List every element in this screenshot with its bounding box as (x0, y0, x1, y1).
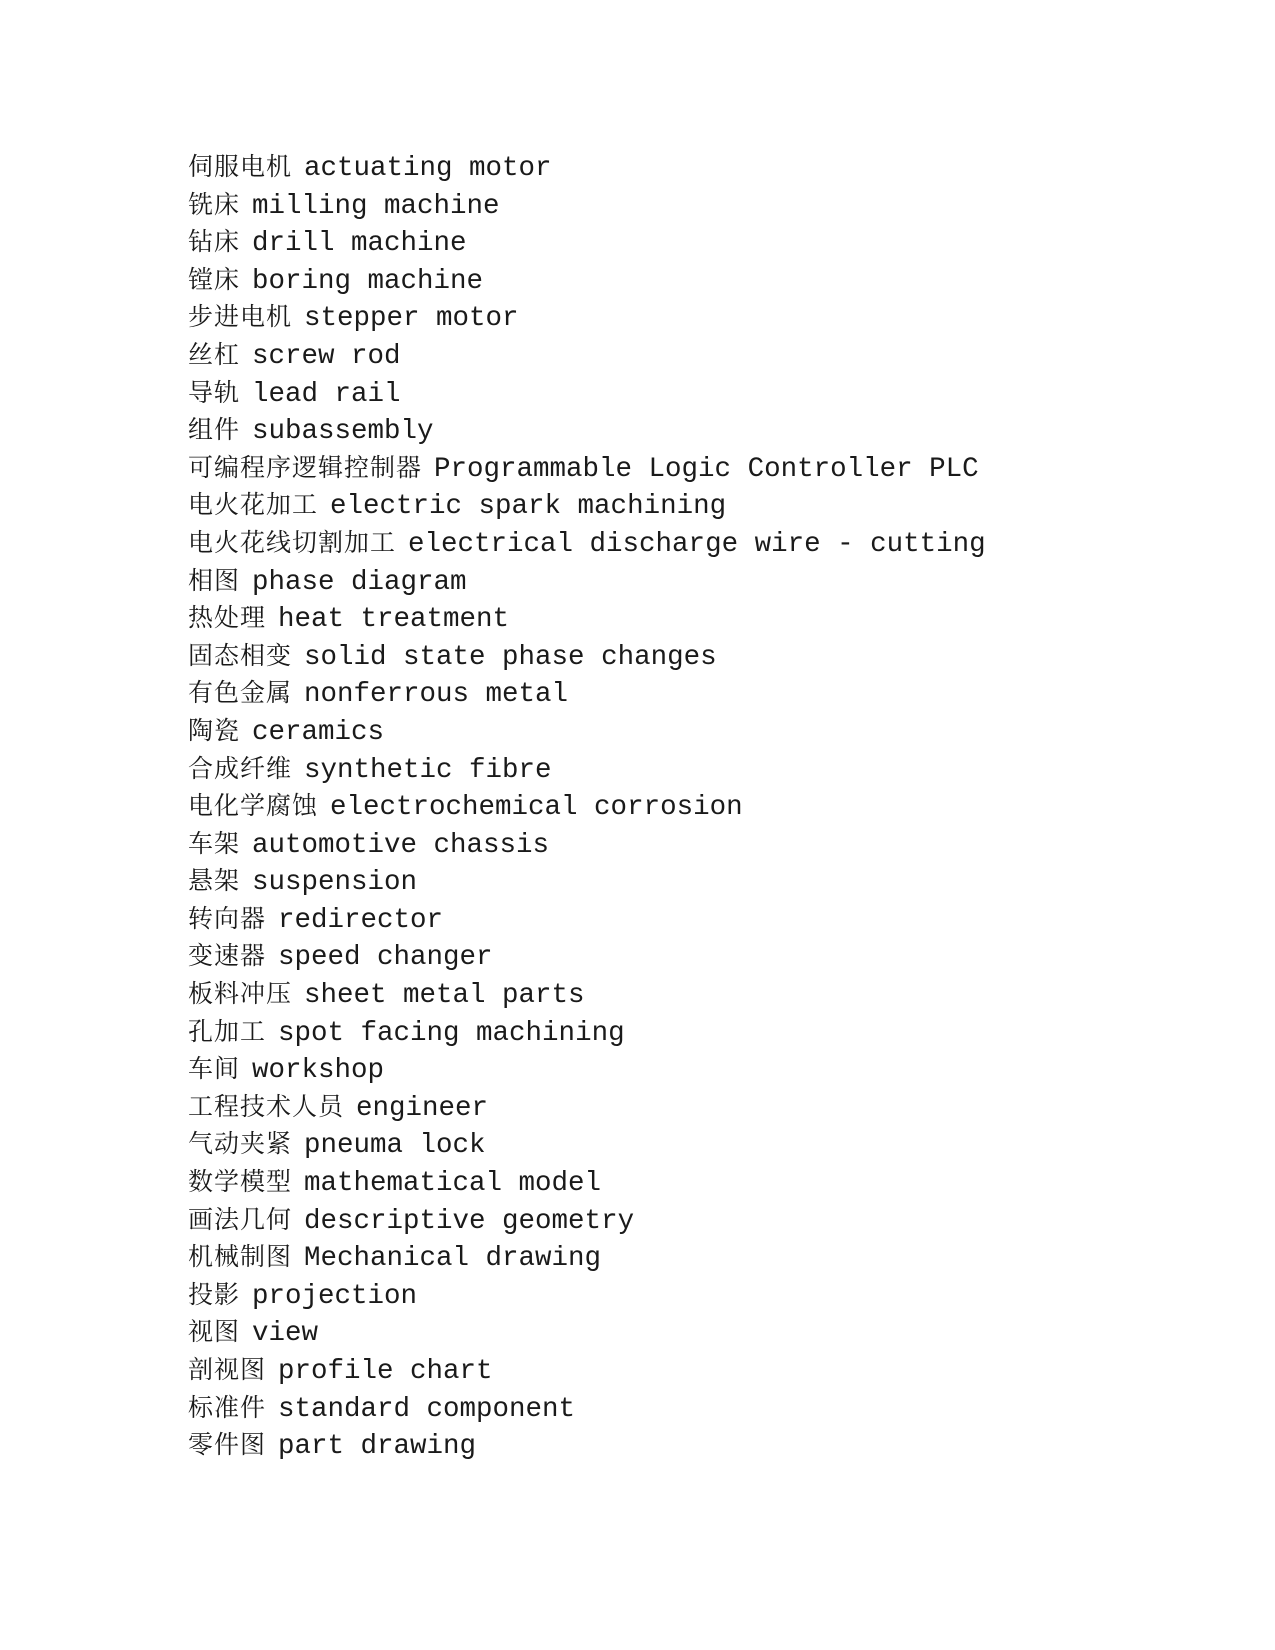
glossary-entry (188, 674, 1188, 712)
glossary-entry (188, 1163, 1188, 1201)
term-chinese: 车架 (188, 828, 241, 858)
term-chinese: 有色金属 (188, 678, 293, 708)
glossary-entry (188, 1389, 1188, 1427)
term-english: drill machine (252, 228, 467, 260)
term-english: subassembly (252, 416, 434, 448)
glossary-entry (188, 336, 1188, 374)
glossary-entry (188, 486, 1188, 524)
term-chinese: 板料冲压 (188, 979, 293, 1009)
term-chinese: 镗床 (188, 264, 241, 294)
glossary-entry (188, 148, 1188, 186)
term-chinese: 导轨 (188, 377, 241, 407)
term-english: heat treatment (278, 604, 510, 636)
term-english: redirector (278, 904, 444, 936)
term-english: synthetic fibre (304, 754, 552, 786)
term-chinese: 气动夹紧 (188, 1129, 293, 1159)
term-chinese: 剖视图 (188, 1355, 267, 1384)
glossary-list (188, 148, 1188, 1464)
glossary-entry (188, 449, 1188, 487)
glossary-entry (188, 186, 1188, 224)
term-english: milling machine (252, 190, 500, 222)
glossary-entry (188, 1351, 1188, 1389)
term-chinese: 数学模型 (188, 1167, 293, 1197)
term-english: Programmable Logic Controller PLC (434, 453, 979, 485)
term-english: boring machine (252, 265, 484, 297)
term-chinese: 转向器 (188, 903, 267, 933)
term-chinese: 视图 (188, 1317, 241, 1347)
term-english: actuating motor (304, 153, 552, 184)
term-chinese: 孔加工 (188, 1016, 267, 1046)
term-english: pneuma lock (304, 1130, 486, 1162)
term-english: Mechanical drawing (304, 1243, 602, 1275)
term-chinese: 电化学腐蚀 (188, 791, 319, 821)
glossary-entry (188, 1013, 1188, 1051)
term-english: suspension (252, 867, 418, 899)
glossary-entry (188, 1201, 1188, 1239)
term-english: screw rod (252, 340, 401, 372)
glossary-entry (188, 1088, 1188, 1126)
glossary-entry (188, 1276, 1188, 1314)
glossary-entry (188, 1426, 1188, 1464)
term-chinese: 零件图 (188, 1430, 267, 1460)
term-chinese: 合成纤维 (188, 753, 293, 783)
term-english: stepper motor (304, 303, 519, 335)
term-chinese: 丝杠 (188, 339, 241, 369)
term-chinese: 可编程序逻辑控制器 (188, 452, 423, 482)
glossary-entry (188, 223, 1188, 261)
term-english: engineer (356, 1092, 489, 1124)
term-chinese: 热处理 (188, 603, 267, 633)
term-chinese: 画法几何 (188, 1204, 293, 1234)
term-chinese: 相图 (188, 565, 241, 595)
term-chinese: 钻床 (188, 227, 241, 257)
term-english: lead rail (252, 378, 401, 410)
term-chinese: 车间 (188, 1054, 241, 1084)
term-chinese: 电火花线切割加工 (188, 527, 397, 557)
glossary-entry (188, 750, 1188, 788)
term-english: part drawing (278, 1431, 477, 1463)
term-chinese: 工程技术人员 (188, 1091, 345, 1121)
term-english: phase diagram (252, 566, 467, 598)
term-chinese: 固态相变 (188, 640, 293, 670)
term-english: automotive chassis (252, 829, 550, 861)
term-english: solid state phase changes (304, 641, 717, 673)
term-chinese: 组件 (188, 415, 241, 445)
term-chinese: 标准件 (188, 1392, 267, 1422)
term-english: mathematical model (304, 1168, 602, 1200)
glossary-entry (188, 1050, 1188, 1088)
term-chinese: 铣床 (188, 189, 241, 219)
term-english: spot facing machining (278, 1017, 625, 1049)
glossary-entry (188, 562, 1188, 600)
term-chinese: 步进电机 (188, 302, 293, 332)
glossary-entry (188, 825, 1188, 863)
term-english: view (252, 1318, 319, 1350)
glossary-entry (188, 374, 1188, 412)
glossary-entry (188, 1238, 1188, 1276)
term-chinese: 伺服电机 (188, 152, 293, 181)
glossary-entry (188, 862, 1188, 900)
term-english: projection (252, 1280, 418, 1312)
glossary-entry (188, 599, 1188, 637)
term-chinese: 变速器 (188, 941, 267, 971)
term-english: ceramics (252, 716, 385, 748)
term-english: descriptive geometry (304, 1205, 635, 1237)
glossary-entry (188, 937, 1188, 975)
term-english: standard component (278, 1393, 576, 1425)
term-english: electric spark machining (330, 491, 727, 523)
glossary-entry (188, 787, 1188, 825)
glossary-entry (188, 411, 1188, 449)
glossary-entry (188, 975, 1188, 1013)
term-chinese: 投影 (188, 1279, 241, 1309)
term-chinese: 机械制图 (188, 1242, 293, 1272)
glossary-entry (188, 637, 1188, 675)
glossary-entry (188, 298, 1188, 336)
glossary-entry (188, 1313, 1188, 1351)
glossary-entry (188, 712, 1188, 750)
glossary-entry (188, 524, 1188, 562)
term-chinese: 悬架 (188, 866, 241, 896)
term-english: workshop (252, 1055, 385, 1087)
term-english: speed changer (278, 942, 493, 974)
glossary-entry (188, 1125, 1188, 1163)
term-english: profile chart (278, 1356, 493, 1387)
term-english: sheet metal parts (304, 980, 585, 1012)
term-english: electrochemical corrosion (330, 792, 743, 824)
glossary-entry (188, 261, 1188, 299)
term-chinese: 陶瓷 (188, 715, 241, 745)
term-chinese: 电火花加工 (188, 490, 319, 520)
term-english: nonferrous metal (304, 679, 569, 711)
term-english: electrical discharge wire - cutting (408, 528, 986, 560)
glossary-entry (188, 900, 1188, 938)
